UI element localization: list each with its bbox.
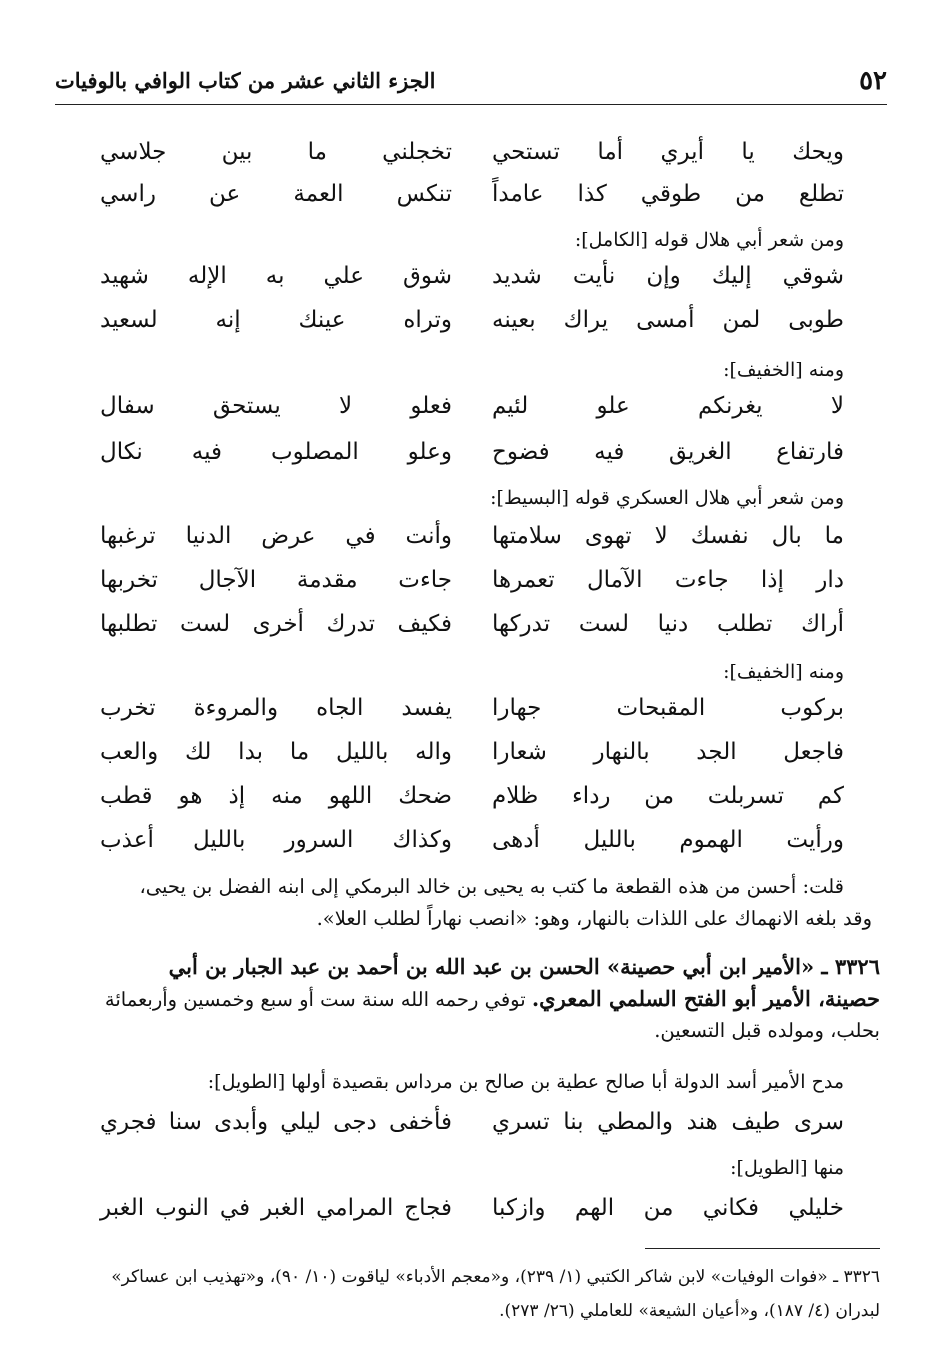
verse-line: [100, 1188, 844, 1228]
verse-first-hemistich: تطلع من طوقي كذا عامداً: [492, 181, 844, 207]
verse-first-hemistich: بركوب المقبحات جهارا: [492, 695, 844, 721]
verse-second-hemistich: وكذاك السرور بالليل أعذب: [100, 827, 452, 853]
verse-first-hemistich: فاجعل الجد بالنهار شعارا: [492, 739, 844, 765]
verse-line: [100, 732, 844, 772]
verse-second-hemistich: شوق علي به الإله شهيد: [100, 263, 452, 289]
verse-second-hemistich: جاءت مقدمة الآجال تخربها: [100, 567, 452, 593]
verse-second-hemistich: واله بالليل ما بدا لك والعب: [100, 739, 452, 765]
verse-second-hemistich: وتراه عينك إنه لسعيد: [100, 307, 452, 333]
verse-line: [100, 820, 844, 860]
verse-first-hemistich: خليلي فكاني من الهم وازكبا: [492, 1195, 844, 1221]
poem-intro: ومنه [الخفيف]:: [723, 359, 844, 381]
verse-line: [100, 688, 844, 728]
note-line-2: وقد بلغه الانهماك على اللذات بالنهار، وهو: «انصب نهاراً لطلب العلا».: [316, 907, 872, 930]
verse-second-hemistich: وأنت في عرض الدنيا ترغبها: [100, 523, 452, 549]
verse-first-hemistich: طوبى لمن أمسى يراك بعينه: [492, 307, 844, 333]
poem-intro: مدح الأمير أسد الدولة أبا صالح عطية بن صالح بن مرداس بقصيدة أولها [الطويل]:: [207, 1071, 844, 1093]
footnote-line-1: ٣٣٢٦ ـ «فوات الوفيات» لابن شاكر الكتبي (١/ ٢٣٩)، و«معجم الأدباء» لياقوت (١٠/ ٩٠)، و«تهذيب ابن عساكر»: [111, 1267, 880, 1287]
verse-second-hemistich: وعلو المصلوب فيه نكال: [100, 439, 452, 465]
verse-first-hemistich: شوقي إليك وإن نأيت شديد: [492, 263, 844, 289]
verse-second-hemistich: تنكس العمة عن راسي: [100, 181, 452, 207]
verse-first-hemistich: دار إذا جاءت الآمال تعمرها: [492, 567, 844, 593]
entry-death-note: توفي رحمه الله سنة ست أو سبع وخمسين وأربعمائة: [104, 988, 532, 1011]
verse-second-hemistich: فأخفى دجى ليلي وأبدى سنا فجري: [100, 1109, 452, 1135]
footnote-rule: [645, 1248, 880, 1249]
poem-intro: ومنه [الخفيف]:: [723, 661, 844, 683]
verse-first-hemistich: كم تسربلت من رداء ظلام: [492, 783, 844, 809]
running-title: الجزء الثاني عشر من كتاب الوافي بالوفيات: [55, 68, 436, 93]
poem-intro: منها [الطويل]:: [730, 1157, 844, 1179]
verse-second-hemistich: ضحك اللهو منه إذ هو قطب: [100, 783, 452, 809]
verse-line: [100, 604, 844, 644]
verse-second-hemistich: يفسد الجاه والمروءة تخرب: [100, 695, 452, 721]
page-number: ٥٢: [859, 66, 887, 96]
entry-line-3: بحلب، ومولده قبل التسعين.: [654, 1019, 880, 1042]
note-line-1: قلت: أحسن من هذه القطعة ما كتب به يحيى بن خالد البرمكي إلى ابنه الفضل بن يحيى،: [139, 875, 844, 898]
verse-first-hemistich: فارتفاع الغريق فيه فضوح: [492, 439, 844, 465]
verse-second-hemistich: تخجلني ما بين جلاسي: [100, 139, 452, 165]
verse-first-hemistich: لا يغرنكم علو لئيم: [492, 393, 844, 419]
verse-first-hemistich: ما بال نفسك لا تهوى سلامتها: [492, 523, 844, 549]
verse-line: [100, 560, 844, 600]
verse-line: [100, 132, 844, 172]
page-header: [55, 60, 887, 105]
verse-line: [100, 300, 844, 340]
verse-first-hemistich: ويحك يا أيري أما تستحي: [492, 139, 844, 165]
entry-heading: ٣٣٢٦ ـ «الأمير ابن أبي حصينة» الحسن بن عبد الله بن أحمد بن عبد الجبار بن أبي: [168, 954, 880, 979]
entry-line-2: [60, 984, 880, 1015]
poem-intro: ومن شعر أبي هلال قوله [الكامل]:: [574, 229, 844, 251]
verse-first-hemistich: أراك تطلب دنيا لست تدركها: [492, 611, 844, 637]
verse-line: [100, 432, 844, 472]
verse-first-hemistich: سرى طيف هند والمطي بنا تسري: [492, 1109, 844, 1135]
verse-second-hemistich: فعلو لا يستحق سفال: [100, 393, 452, 419]
verse-line: [100, 386, 844, 426]
verse-line: [100, 516, 844, 556]
entry-name: حصينة، الأمير أبو الفتح السلمي المعري.: [531, 986, 880, 1011]
verse-second-hemistich: فجاج المرامي الغبر في النوب الغبر: [100, 1195, 452, 1221]
verse-first-hemistich: ورأيت الهموم بالليل أدهى: [492, 827, 844, 853]
verse-line: [100, 776, 844, 816]
verse-second-hemistich: فكيف تدرك أخرى لست تطلبها: [100, 611, 452, 637]
verse-line: [100, 1102, 844, 1142]
verse-line: [100, 256, 844, 296]
footnote-line-2: لبدران (٤/ ١٨٧)، و«أعيان الشيعة» للعاملي (٢٦/ ٢٧٣).: [499, 1301, 880, 1321]
verse-line: [100, 174, 844, 214]
poem-intro: ومن شعر أبي هلال العسكري قوله [البسيط]:: [490, 487, 844, 509]
